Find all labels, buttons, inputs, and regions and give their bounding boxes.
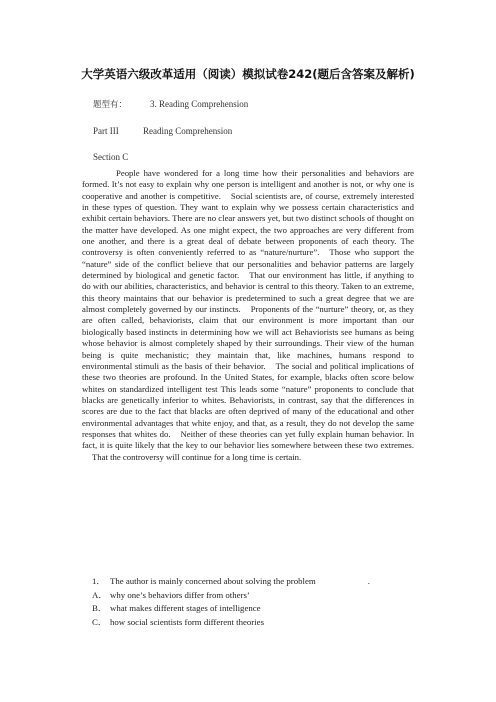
option-text: why one’s behaviors differ from others’ [110, 589, 250, 600]
passage-sentence: Those who support the “nature” side of the conflict believe that our personalities and behavior patterns are largely determined by biological and genetic factor. [82, 247, 414, 281]
option-letter: B． [92, 603, 107, 613]
answer-option-a[interactable] [92, 589, 370, 603]
question-stem-end: . [367, 576, 370, 586]
option-text: how social scientists form different theories [110, 616, 264, 627]
question-stem: The author is mainly concerned about solving the problem [110, 576, 316, 586]
passage-sentence: The social and political implications of these two theories are profound. In the United States, for example, blacks often score below whites on standardized intelligent test This leads some “nature” proponents to conclude that blacks are genetically inferior to whites. Behaviorists, in contrast, say that the differences in scores are due to the fact that blacks are often deprived of many of the educational and other environmental advantages that white enjoy, and that, as a result, they do not develop the same responses that whites do. [82, 360, 414, 439]
passage-sentence: That the controversy will continue for a long time is certain. [92, 451, 302, 462]
question-number: 1． [92, 576, 106, 586]
answer-option-b[interactable] [92, 602, 370, 616]
passage-sentence: Proponents of the “nurture” theory, or, as they are often called, behaviorists, claim that our environment is more important than our biologically based instincts in determining how we will act Behaviorists see humans as being whose behavior is almost completely shaped by their surroundings. Their view of the human being is quite mechanistic; they maintain that, like machines, humans respond to environmental stimuli as the basis of their behavior. [82, 304, 414, 371]
passage-sentence: Neither of these theories can yet fully explain human behavior. In fact, it is quite likely that the key to our behavior lies somewhere between these two extremes. [82, 428, 414, 451]
question-type-value: 3. Reading Comprehension [150, 99, 249, 109]
document-title: 大学英语六级改革适用（阅读）模拟试卷242(题后含答案及解析) [81, 67, 415, 81]
answer-option-c[interactable] [92, 616, 370, 630]
passage-paragraph [82, 168, 414, 463]
section-heading: Section C [93, 152, 129, 162]
option-text: what makes different stages of intelligence [110, 603, 261, 613]
part-label: Part III [93, 126, 119, 136]
part-line [93, 126, 232, 136]
passage-sentence: Social scientists are, of course, extremely interested in these types of question. They want to explain why we possess certain characteristics and exhibit certain behaviors. There are no clear answers yet, but two distinct schools of thought on the matter have developed. As one might expect, the two approaches are very different from one another, and there is a great deal of debate between proponents of each theory. The controversy is often conveniently referred to as “nature/nurture”. [82, 190, 415, 258]
question-type-label: 题型有： [93, 100, 128, 110]
option-letter: C． [92, 616, 107, 627]
question-stem-row [92, 575, 370, 589]
passage-sentence: People have wondered for a long time how their personalities and behaviors are formed. It’s not easy to explain why one person is intelligent and another is not, or why one is cooperative and another is competitive. [82, 168, 414, 201]
passage-sentence: That our environment has little, if anything to do with our abilities, characteristics, and behavior is central to this theory. Taken to an extreme, this theory maintains that our behavior is predetermined to such a great degree that we are almost completely governed by our instincts. [82, 270, 414, 315]
option-letter: A． [92, 589, 108, 600]
reading-passage [82, 168, 414, 463]
question-type-line [93, 98, 248, 110]
question-1 [92, 575, 370, 629]
part-value: Reading Comprehension [143, 126, 233, 136]
